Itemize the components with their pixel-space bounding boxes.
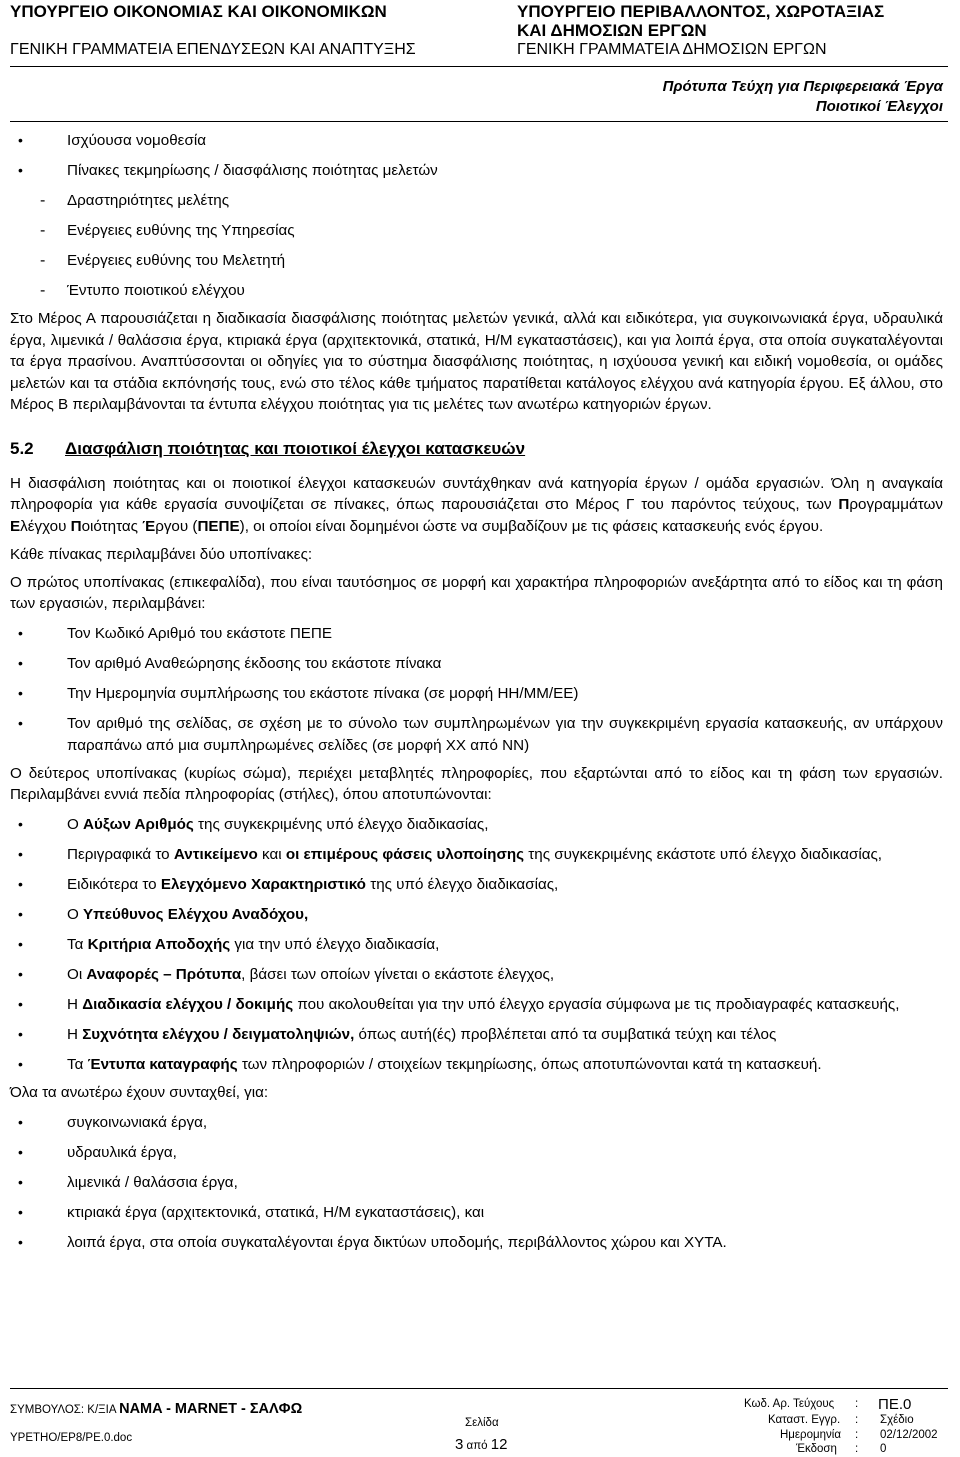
page-of: από: [466, 1440, 488, 1452]
list-item: • συγκοινωνιακά έργα,: [10, 1112, 943, 1134]
field-item: [10, 994, 943, 1016]
footer-status-label: Καταστ. Εγγρ.: [768, 1414, 841, 1426]
text: Η: [67, 996, 83, 1013]
header-divider: [10, 66, 948, 67]
section-heading: [10, 438, 943, 460]
footer-colon: :: [855, 1414, 859, 1426]
footer-date-label: Ημερομηνία: [780, 1429, 841, 1441]
consultant-label: ΣΥΜΒΟΥΛΟΣ: Κ/ΞΙΑ: [10, 1404, 116, 1416]
header-bottom-divider: [10, 121, 948, 122]
list-item: • Ισχύουσα νομοθεσία: [10, 130, 943, 152]
field-item: [10, 814, 943, 836]
footer-code-label: Κωδ. Αρ. Τεύχους: [744, 1398, 835, 1410]
text: για την υπό έλεγχο διαδικασία,: [230, 936, 440, 953]
paragraph-part-a: Στο Μέρος Α παρουσιάζεται η διαδικασία διασφάλισης ποιότητας μελετών γενικά, αλλά και ειδικότερα, για συγκοινωνιακά έργα, υδραυλικά έργα, λιμενικά / θαλάσσια έργα, κτιριακά έργα (αρχιτεκτονικά, στατικά, Η/Μ εγκαταστάσεις), και για λοιπά έργα, στα οποία συγκαταλέγονται τα έργα πρασίνου. Αναπτύσσονται οι οδηγίες για το σύστημα διασφάλισης ποιότητας, η ισχύουσα γενική και ειδική νομοθεσία, οι ομάδες μελετών και τα στάδια εκπόνησής τους, ενώ στο τέλος κάθε τμήματος παρατίθεται κατάλογος ελέγχου ανά κατηγορία έργου. Εξ άλλου, στο Μέρος Β περιλαμβάνονται τα έντυπα ελέγχου ποιότητας για τις μελέτες των ανωτέρω κατηγοριών έργων.: [10, 310, 943, 413]
field-item: [10, 1024, 943, 1046]
pepe-letter: Έ: [142, 517, 156, 535]
footer-colon: :: [855, 1443, 859, 1455]
text: της συγκεκριμένης εκάστοτε υπό έλεγχο διαδικασίας,: [524, 846, 883, 863]
footer-page-number: [455, 1436, 507, 1453]
text: των πληροφοριών / στοιχείων τεκμηρίωσης, όπως αποτυπώνονται κατά τη κατασκευή.: [237, 1056, 822, 1073]
dash-item: - Έντυπο ποιοτικού ελέγχου: [10, 280, 943, 302]
header-right-ministry-line1: ΥΠΟΥΡΓΕΙΟ ΠΕΡΙΒΑΛΛΟΝΤΟΣ, ΧΩΡΟΤΑΞΙΑΣ: [517, 2, 885, 21]
pepe-letter: Π: [838, 496, 850, 513]
text: Οι: [67, 966, 87, 983]
footer-colon: :: [855, 1429, 859, 1441]
field-term: οι επιμέρους φάσεις υλοποίησης: [285, 846, 525, 863]
list-item: • λοιπά έργα, στα οποία συγκαταλέγονται έργα δικτύων υποδομής, περιβάλλοντος χώρου και ΧΥΤΑ.: [10, 1232, 943, 1254]
text: και: [257, 846, 286, 863]
footer-code-value: ΠΕ.0: [878, 1396, 912, 1413]
list-item: • Τον Κωδικό Αριθμό του εκάστοτε ΠΕΠΕ: [10, 623, 943, 645]
text: Τα: [67, 1056, 88, 1073]
list-item: • Τον αριθμό της σελίδας, σε σχέση με το σύνολο των συμπληρωμένων για την συγκεκριμένη εργασία κατασκευής, αν υπάρχουν παραπάνω από μια συμπληρωμένες σελίδες (σε μορφή ΧΧ από ΝΝ): [10, 713, 943, 756]
text: Η διασφάλιση ποιότητας και οι ποιοτικοί έλεγχοι κατασκευών συντάχθηκαν ανά κατηγορία έργων / ομάδα εργασιών. Όλη η αναγκαία πληροφορία για κάθε εργασία συνοψίζεται σε πίνακες, όπως παρουσιάζεται στο Μέρος Γ του παρόντος τεύχους, των: [10, 474, 943, 513]
field-term: Αναφορές – Πρότυπα: [86, 966, 242, 983]
paragraph-all-above: Όλα τα ανωτέρω έχουν συνταχθεί, για:: [10, 1084, 269, 1101]
field-term: Διαδικασία ελέγχου / δοκιμής: [82, 996, 294, 1013]
list-item: • υδραυλικά έργα,: [10, 1142, 943, 1164]
footer-date-value: 02/12/2002: [880, 1429, 938, 1441]
header-left-secretariat: ΓΕΝΙΚΗ ΓΡΑΜΜΑΤΕΙΑ ΕΠΕΝΔΥΣΕΩΝ ΚΑΙ ΑΝΑΠΤΥΞΗΣ: [10, 41, 416, 58]
header-right-secretariat: ΓΕΝΙΚΗ ΓΡΑΜΜΑΤΕΙΑ ΔΗΜΟΣΙΩΝ ΕΡΓΩΝ: [517, 41, 827, 58]
dash-item: - Ενέργειες ευθύνης του Μελετητή: [10, 250, 943, 272]
pepe-letter: Π: [70, 517, 82, 535]
field-term: Κριτήρια Αποδοχής: [87, 936, 231, 953]
list-item: • λιμενικά / θαλάσσια έργα,: [10, 1172, 943, 1194]
text: Τα: [67, 936, 88, 953]
dash-item: - Ενέργειες ευθύνης της Υπηρεσίας: [10, 220, 943, 242]
text: που ακολουθείται για την υπό έλεγχο εργασία σύμφωνα με τις προδιαγραφές κατασκευής,: [293, 996, 900, 1013]
list-item: • Πίνακες τεκμηρίωσης / διασφάλισης ποιότητας μελετών: [10, 160, 943, 182]
field-term: Συχνότητα ελέγχου / δειγματοληψιών,: [82, 1026, 355, 1043]
page-current: 3: [455, 1436, 464, 1453]
footer-colon: :: [855, 1398, 859, 1410]
field-term: Έντυπα καταγραφής: [87, 1056, 238, 1073]
text: Περιγραφικά το: [67, 846, 174, 863]
page-total: 12: [490, 1436, 508, 1453]
consultant-name: NAMA - MARNET - ΣΑΛΦΩ: [119, 1401, 303, 1417]
paragraph-each-table: Κάθε πίνακας περιλαμβάνει δύο υποπίνακες:: [10, 545, 313, 563]
section-number: 5.2: [10, 438, 34, 458]
list-item: • κτιριακά έργα (αρχιτεκτονικά, στατικά, Η/Μ εγκαταστάσεις), και: [10, 1202, 943, 1224]
text: Ο: [67, 816, 84, 833]
field-item: [10, 1054, 943, 1076]
paragraph-first-subtable: Ο πρώτος υποπίνακας (επικεφαλίδα), που είναι ταυτόσημος σε μορφή και χαρακτήρα πληροφοριών ανεξάρτητα από το είδος και τη φάση των εργασιών, περιλαμβάνει:: [10, 573, 943, 612]
field-term: Αύξων Αριθμός: [83, 816, 194, 833]
field-term: Ελεγχόμενο Χαρακτηριστικό: [160, 876, 366, 893]
footer-consultant: [10, 1401, 302, 1417]
paragraph-second-subtable: Ο δεύτερος υποπίνακας (κυρίως σώμα), περιέχει μεταβλητές πληροφορίες, που εξαρτώνται από το είδος και τη φάση των εργασιών. Περιλαμβάνει εννιά πεδία πληροφορίας (στήλες), όπου αποτυπώνονται:: [10, 764, 943, 803]
text: , βάσει των οποίων γίνεται ο εκάστοτε έλεγχος,: [241, 966, 555, 983]
header-left-ministry: ΥΠΟΥΡΓΕΙΟ ΟΙΚΟΝΟΜΙΑΣ ΚΑΙ ΟΙΚΟΝΟΜΙΚΩΝ: [10, 2, 387, 21]
text: οιότητας: [81, 517, 143, 535]
field-item: [10, 874, 943, 896]
header-right-ministry-line2: ΚΑΙ ΔΗΜΟΣΙΩΝ ΕΡΓΩΝ: [517, 21, 707, 40]
text: Η: [67, 1026, 83, 1043]
header-doc-subject: Ποιοτικοί Έλεγχοι: [815, 98, 943, 115]
field-item: [10, 844, 943, 866]
footer-edition-label: Έκδοση: [796, 1443, 837, 1455]
paragraph-construction-qa: [10, 473, 943, 538]
dash-item: - Δραστηριότητες μελέτης: [10, 190, 943, 212]
document-body: [10, 130, 943, 1254]
text: ), οι οποίοι είναι δομημένοι ώστε να συμβαδίζουν με τις φάσεις κατασκευής ενός έργου.: [239, 517, 824, 535]
footer-status-value: Σχέδιο: [880, 1414, 914, 1426]
list-item: • Την Ημερομηνία συμπλήρωσης του εκάστοτε πίνακα (σε μορφή ΗΗ/ΜΜ/ΕΕ): [10, 683, 943, 705]
section-title: Διασφάλιση ποιότητας και ποιοτικοί έλεγχοι κατασκευών: [65, 438, 526, 458]
footer-page-label: Σελίδα: [465, 1417, 499, 1429]
text: όπως αυτή(ές) προβλέπεται από τα συμβατικά τεύχη και τέλος: [354, 1026, 777, 1043]
field-item: [10, 964, 943, 986]
list-item: • Τον αριθμό Αναθεώρησης έκδοσης του εκάστοτε πίνακα: [10, 653, 943, 675]
pepe-letter: Ε: [10, 517, 21, 535]
text: Ειδικότερα το: [67, 876, 161, 893]
field-term: Υπεύθυνος Ελέγχου Αναδόχου,: [83, 906, 309, 923]
footer-file-ref: YPETHO/EP8/PE.0.doc: [10, 1432, 133, 1444]
footer-divider: [10, 1388, 948, 1389]
text: της συγκεκριμένης υπό έλεγχο διαδικασίας,: [193, 816, 489, 833]
footer-edition-value: 0: [880, 1443, 887, 1455]
text: της υπό έλεγχο διαδικασίας,: [365, 876, 559, 893]
field-item: [10, 934, 943, 956]
field-term: Αντικείμενο: [173, 846, 258, 863]
text: Ο: [67, 906, 84, 923]
text: λέγχου: [20, 517, 71, 535]
field-item: [10, 904, 943, 926]
pepe-abbreviation: ΠΕΠΕ: [197, 517, 240, 535]
text: ργου (: [155, 517, 198, 535]
header-doc-series: Πρότυπα Τεύχη για Περιφερειακά Έργα: [662, 78, 943, 95]
text: ρογραμμάτων: [849, 496, 943, 513]
